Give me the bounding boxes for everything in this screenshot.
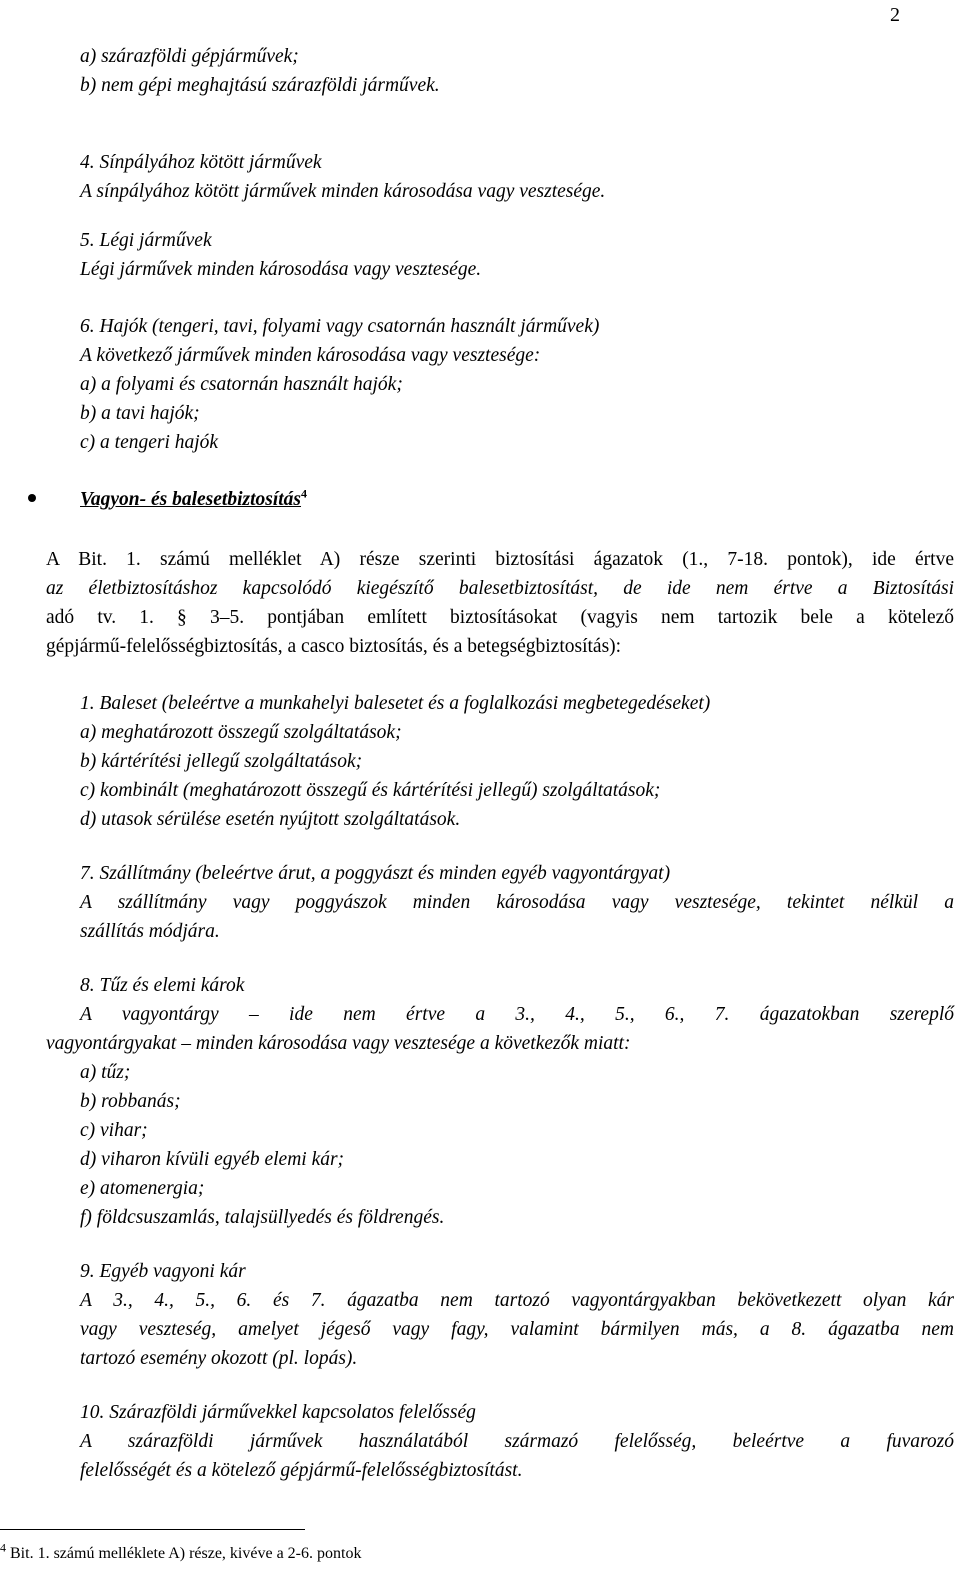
list-item: a) meghatározott összegű szolgáltatások; — [80, 722, 402, 743]
item-10-line: felelősségét és a kötelező gépjármű-felelősségbiztosítást. — [80, 1460, 523, 1481]
list-item: c) vihar; — [80, 1120, 148, 1141]
page-number: 2 — [890, 4, 900, 26]
list-item: a) tűz; — [80, 1062, 131, 1083]
item-6-title: 6. Hajók (tengeri, tavi, folyami vagy csatornán használt járművek) — [80, 316, 600, 337]
bullet-icon — [28, 494, 36, 502]
item-4-description: A sínpályához kötött járművek minden károsodása vagy vesztesége. — [80, 181, 606, 202]
list-item: a) a folyami és csatornán használt hajók; — [80, 374, 403, 395]
list-item: b) nem gépi meghajtású szárazföldi járművek. — [80, 75, 440, 96]
footnote-text: Bit. 1. számú melléklete A) része, kivéve a 2-6. pontok — [6, 1545, 362, 1562]
item-10-title: 10. Szárazföldi járművekkel kapcsolatos felelősség — [80, 1402, 476, 1423]
footnote — [0, 1540, 362, 1564]
intro-line: adó tv. 1. § 3–5. pontjában említett biztosításokat (vagyis nem tartozik bele a kötelező — [46, 607, 954, 628]
item-6-description: A következő járművek minden károsodása vagy vesztesége: — [80, 345, 541, 366]
list-item: f) földcsuszamlás, talajsüllyedés és földrengés. — [80, 1207, 445, 1228]
list-item: b) a tavi hajók; — [80, 403, 200, 424]
list-item: b) kártérítési jellegű szolgáltatások; — [80, 751, 363, 772]
item-5-title: 5. Légi járművek — [80, 230, 212, 251]
section-heading-text: Vagyon- és balesetbiztosítás — [80, 489, 302, 510]
footnote-divider — [0, 1529, 305, 1530]
intro-line: az életbiztosításhoz kapcsolódó kiegészítő balesetbiztosítást, de ide nem értve a Biztosítási — [46, 578, 954, 599]
item-7-line: szállítás módjára. — [80, 921, 220, 942]
list-item: c) a tengeri hajók — [80, 432, 219, 453]
list-item: a) szárazföldi gépjárművek; — [80, 46, 299, 67]
item-9-title: 9. Egyéb vagyoni kár — [80, 1261, 246, 1282]
item-4-title: 4. Sínpályához kötött járművek — [80, 152, 322, 173]
item-10-line: A szárazföldi járművek használatából származó felelősség, beleértve a fuvarozó — [80, 1431, 954, 1452]
item-8-line: A vagyontárgy – ide nem értve a 3., 4., 5., 6., 7. ágazatokban szereplő — [80, 1004, 954, 1025]
footnote-reference: 4 — [301, 486, 308, 501]
intro-line: gépjármű-felelősségbiztosítás, a casco biztosítás, és a betegségbiztosítás): — [46, 636, 622, 657]
item-7-line: A szállítmány vagy poggyászok minden károsodása vagy vesztesége, tekintet nélkül a — [80, 892, 954, 913]
item-9-line: vagy veszteség, amelyet jégeső vagy fagy, valamint bármilyen más, a 8. ágazatba nem — [80, 1319, 954, 1340]
item-1-title: 1. Baleset (beleértve a munkahelyi balesetet és a foglalkozási megbetegedéseket) — [80, 693, 711, 714]
list-item: d) viharon kívüli egyéb elemi kár; — [80, 1149, 345, 1170]
list-item: c) kombinált (meghatározott összegű és kártérítési jellegű) szolgáltatások; — [80, 780, 661, 801]
item-9-line: A 3., 4., 5., 6. és 7. ágazatba nem tartozó vagyontárgyakban bekövetkezett olyan kár — [80, 1290, 954, 1311]
footnote-mark: 4 — [0, 1540, 6, 1555]
item-8-title: 8. Tűz és elemi károk — [80, 975, 245, 996]
item-8-line: vagyontárgyakat – minden károsodása vagy vesztesége a következők miatt: — [46, 1033, 631, 1054]
item-7-title: 7. Szállítmány (beleértve árut, a poggyászt és minden egyéb vagyontárgyat) — [80, 863, 671, 884]
list-item: b) robbanás; — [80, 1091, 181, 1112]
list-item: e) atomenergia; — [80, 1178, 205, 1199]
list-item: d) utasok sérülése esetén nyújtott szolgáltatások. — [80, 809, 461, 830]
item-9-line: tartozó esemény okozott (pl. lopás). — [80, 1348, 358, 1369]
section-heading — [80, 488, 307, 512]
item-5-description: Légi járművek minden károsodása vagy vesztesége. — [80, 259, 482, 280]
intro-line: A Bit. 1. számú melléklet A) része szerinti biztosítási ágazatok (1., 7-18. pontok), ide értve — [46, 549, 954, 570]
